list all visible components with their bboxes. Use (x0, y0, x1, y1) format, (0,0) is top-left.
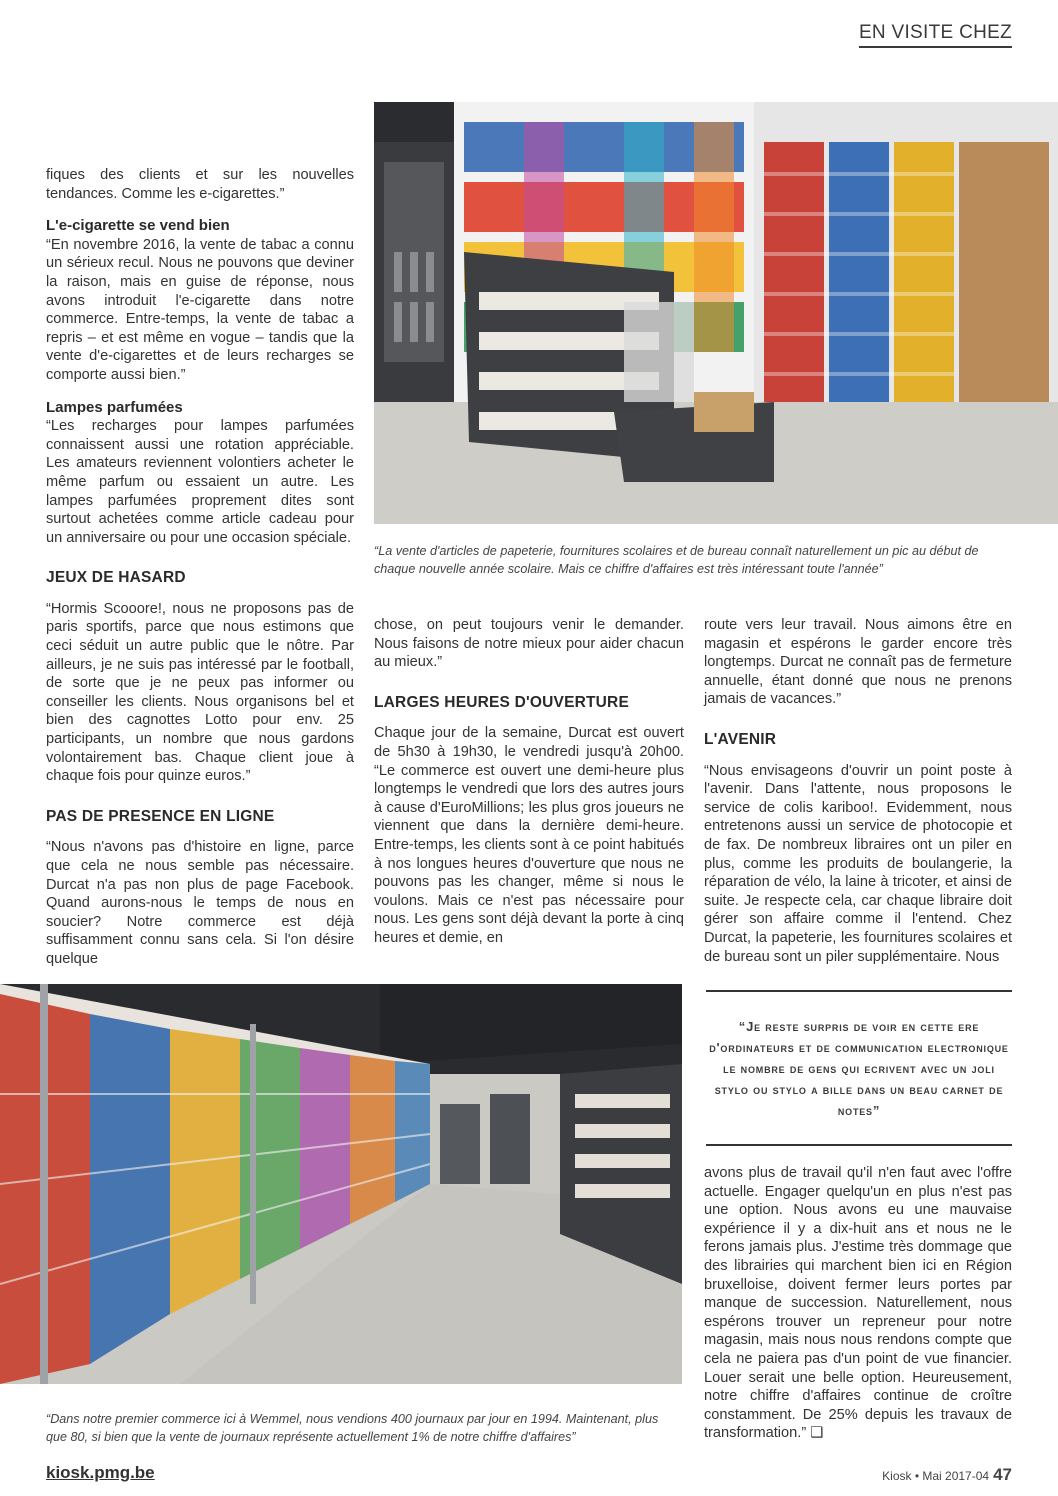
footer-issue (882, 1465, 1012, 1485)
footer-url-link[interactable]: kiosk.pmg.be (46, 1463, 155, 1482)
paragraph: “Nous n'avons pas d'histoire en ligne, parce que cela ne nous semble pas nécessaire. Durcat n'a pas non plus de page Facebook. Quand aurons-nous le temps de nous en soucier? Notre commerce est déjà suffisamment connu sans cela. Si l'on désire quelque (46, 839, 354, 967)
section-heading: LARGES HEURES D'OUVERTURE (374, 693, 629, 711)
paragraph: “Nous envisageons d'ouvrir un point poste à l'avenir. Dans l'attente, nous proposons le service de colis kariboo!. Evidemment, nous entretenons aussi un service de photocopie et de fax. De nombreux libraires ont un piler en plus, comme les produits de boulangerie, la réparation de vélo, la laine à tricoter, et ainsi de suite. Je respecte cela, car chaque libraire doit gérer son affaire comme il l'entend. Chez Durcat, la papeterie, les fournitures scolaires et de bureau sont un piler supplémentaire. Nous (704, 762, 1012, 965)
paragraph: Chaque jour de la semaine, Durcat est ouvert de 5h30 à 19h30, le vendredi jusqu'à 20h00. “Le commerce est ouvert une demi-heure plus longtemps le vendredi que lors des autres jours à cause d'EuroMillions; les plus gros joueurs ne viennent que dans la dernière demi-heure. Entre-temps, les clients sont à ce point habitués à nos longues heures d'ouverture que nous ne pouvons pas les changer, même si nous le voulons. Mais ce n'est pas nécessaire pour nous. Les gens sont déjà devant la porte à cinq heures et demie, en (374, 725, 684, 946)
top-photo-caption: “La vente d'articles de papeterie, fournitures scolaires et de bureau connaît naturellement un pic au début de chaque nouvelle année scolaire. Mais ce chiffre d'affaires est très intéressant toute l'année” (374, 544, 979, 576)
newsstand-photo (0, 984, 682, 1384)
paragraph: “En novembre 2016, la vente de tabac a connu un sérieux recul. Nous ne pouvons que deviner la raison, mais en guise de réponse, nous avons introduit l'e-cigarette dans notre commerce. Entre-temps, la vente de tabac a repris – et est même en vogue – tandis que la vente d'e-cigarettes et de leurs recharges se comporte aussi bien.” (46, 236, 354, 383)
section-label: EN VISITE CHEZ (859, 22, 1012, 48)
stationery-photo (374, 102, 1058, 524)
section-heading: PAS DE PRESENCE EN LIGNE (46, 807, 275, 825)
bottom-photo-caption: “Dans notre premier commerce ici à Wemmel, nous vendions 400 journaux par jour en 1994. Maintenant, plus que 80, si bien que la vente de journaux représente actuellement 1% de notre chiffre d'affaires” (46, 1412, 659, 1444)
subheading: L'e-cigarette se vend bien (46, 217, 230, 235)
pull-quote-text: “Je reste surpris de voir en cette ere d'ordinateurs et de communication electronique le nombre de gens qui ecrivent avec un joli stylo ou stylo a bille dans un beau carnet de notes” (709, 1019, 1009, 1118)
paragraph: “Les recharges pour lampes parfumées connaissent aussi une rotation appréciable. Les amateurs reviennent volontiers acheter le même parfum ou essaient un autre. Les lampes parfumées proprement dites sont surtout achetées comme article cadeau pour un anniversaire ou pour une occasion spéciale. (46, 418, 354, 546)
paragraph: fiques des clients et sur les nouvelles tendances. Comme les e-cigarettes.” (46, 167, 354, 202)
end-mark-icon: ❑ (810, 1425, 824, 1442)
paragraph: route vers leur travail. Nous aimons être en magasin et espérons le garder encore très longtemps. Durcat ne connaît pas de fermeture annuelle, étant donné que nous ne prenons jamais de vacances.” (704, 617, 1012, 708)
column-3-bottom (704, 1164, 1012, 1443)
page-number: 47 (993, 1465, 1012, 1484)
paragraph: “Hormis Scooore!, nous ne proposons pas de paris sportifs, parce que nous estimons que ceci séduit un autre public que le nôtre. Par ailleurs, je ne suis pas intéressé par le football, de sorte que je ne peux pas informer ou conseiller les clients. Nous organisons bel et bien des cagnottes Lotto pour env. 25 participants, un nombre que nous gardons volontairement bas. Chaque client joue à chaque fois pour quinze euros.” (46, 600, 354, 785)
column-3-top (704, 616, 1012, 966)
subheading: Lampes parfumées (46, 398, 183, 416)
issue-label: Kiosk • Mai 2017-04 (882, 1469, 990, 1483)
column-2 (374, 616, 684, 948)
column-1 (46, 166, 354, 969)
section-heading: L'AVENIR (704, 730, 777, 748)
pull-quote (706, 990, 1012, 1146)
paragraph: chose, on peut toujours venir le demander. Nous faisons de notre mieux pour aider chacun au mieux.” (374, 617, 684, 671)
paragraph-text: avons plus de travail qu'il n'en faut avec l'offre actuelle. Engager quelqu'un en plus n'est pas une option. Nous avons eu une mauvaise expérience il y a dix-huit ans et nous ne le ferons jamais plus. J'estime très dommage que des librairies qui marchent bien ici en Région bruxelloise, doivent fermer leurs portes par manque de succession. Naturellement, nous espérons trouver un repreneur pour notre magasin, mais nous nous rendons compte que cela ne paiera pas d'un point de vue financier. Louer serait une belle option. Heureusement, notre chiffre d'affaires continue de croître constamment. De 25% depuis les travaux de transformation.” (704, 1165, 1012, 1442)
section-heading: JEUX DE HASARD (46, 569, 186, 587)
paragraph (704, 1164, 1012, 1443)
